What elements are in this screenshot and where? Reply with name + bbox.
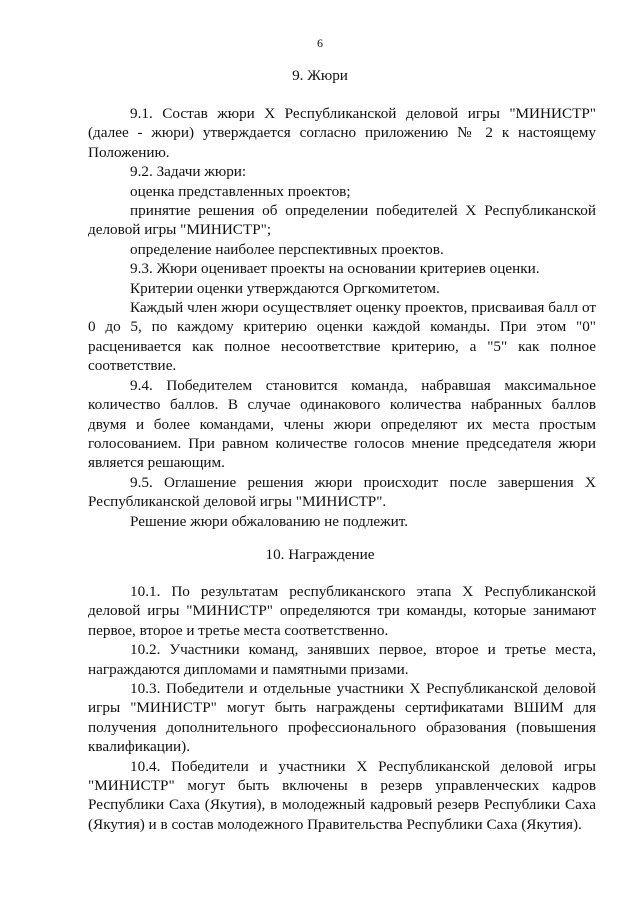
section-heading-jury: 9. Жюри [292, 67, 348, 84]
paragraph: Каждый член жюри осуществляет оценку проектов, присваивая балл от 0 до 5, по каждому критерию оценки каждой команды. При этом "0" расценивается как полное несоответствие критерию, а "5" как полное соответствие. [88, 299, 596, 375]
paragraph: 9.4. Победителем становится команда, набравшая максимальное количество баллов. В случае одинакового количества набранных баллов двумя и более командами, члены жюри определяют их места простым голосованием. При равном количестве голосов мнение председателя жюри является решающим. [88, 376, 596, 472]
paragraph: 10.3. Победители и отдельные участники X Республиканской деловой игры "МИНИСТР" могут быть награждены сертификатами ВШИМ для получения дополнительного профессионального образования (повышения квалификации). [88, 680, 596, 756]
paragraph: 9.3. Жюри оценивает проекты на основании критериев оценки. [130, 260, 540, 278]
paragraph: 9.2. Задачи жюри: [130, 163, 247, 181]
paragraph: Критерии оценки утверждаются Оргкомитетом. [130, 279, 440, 297]
section-heading-awards: 10. Награждение [265, 546, 375, 563]
paragraph: 10.4. Победители и участники X Республиканской деловой игры "МИНИСТР" могут быть включены в резерв управленческих кадров Республики Саха (Якутия), в молодежный кадровый резерв Республики Саха (Якутия) и в состав молодежного Правительства Республики Саха (Якутия). [88, 757, 596, 833]
paragraph: определение наиболее перспективных проектов. [130, 240, 444, 258]
paragraph: 9.5. Оглашение решения жюри происходит после завершения X Республиканской деловой игры "МИНИСТР". [88, 473, 596, 511]
section-body-awards [88, 582, 596, 834]
section-body-jury [88, 104, 596, 531]
page-number: 6 [317, 36, 323, 50]
paragraph: 10.1. По результатам республиканского этапа X Республиканской деловой игры "МИНИСТР" определяются три команды, которые занимают первое, второе и третье места соответственно. [88, 583, 596, 639]
paragraph: оценка представленных проектов; [130, 182, 351, 200]
paragraph: принятие решения об определении победителей X Республиканской деловой игры "МИНИСТР"; [88, 202, 596, 239]
paragraph: 9.1. Состав жюри X Республиканской деловой игры "МИНИСТР" (далее - жюри) утверждается согласно приложению № 2 к настоящему Положению. [88, 105, 596, 161]
paragraph: 10.2. Участники команд, занявших первое, второе и третье места, награждаются дипломами и памятными призами. [88, 641, 596, 678]
paragraph: Решение жюри обжалованию не подлежит. [130, 512, 409, 530]
